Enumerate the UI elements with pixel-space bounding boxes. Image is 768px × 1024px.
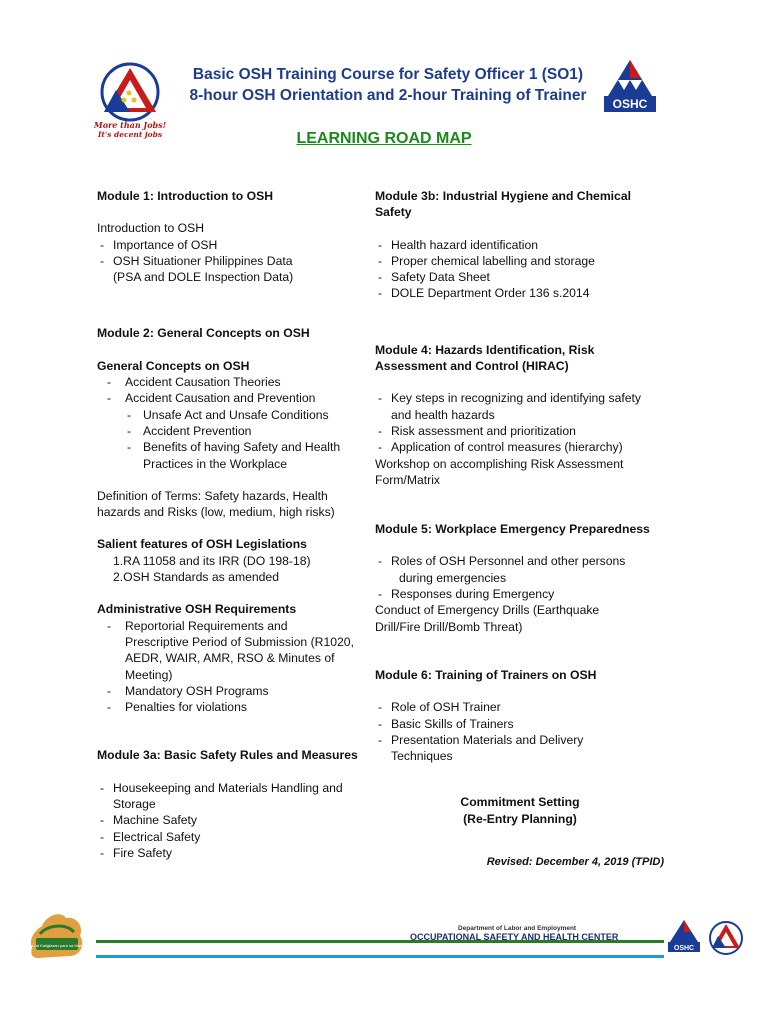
sub-list-item: - Benefits of having Safety and Health: [97, 439, 367, 455]
footer-oshc-text: OSHC: [673, 945, 695, 952]
list-item: - Application of control measures (hierarchy): [375, 439, 675, 455]
numbered-item: 2.OSH Standards as amended: [113, 570, 279, 585]
admin-heading: Administrative OSH Requirements: [97, 602, 297, 617]
sub-list-item: - Unsafe Act and Unsafe Conditions: [97, 407, 367, 423]
module5-heading: Module 5: Workplace Emergency Preparedness: [375, 522, 650, 537]
module3b-heading-line2: Safety: [375, 205, 412, 220]
list-item: - Responses during Emergency: [375, 586, 675, 602]
page-title: LEARNING ROAD MAP: [296, 130, 472, 147]
definition-line2: hazards and Risks (low, medium, high risks): [97, 505, 335, 520]
commitment-setting: [420, 794, 620, 828]
right-column: [375, 188, 675, 764]
module4-heading-line1: Module 4: Hazards Identification, Risk: [375, 342, 595, 357]
drills-line2: Drill/Fire Drill/Bomb Threat): [375, 619, 523, 634]
module2-heading: Module 2: General Concepts on OSH: [97, 326, 310, 341]
oshc-logo: [596, 56, 664, 118]
list-item: - Accident Causation Theories: [102, 374, 367, 390]
list-item: - Machine Safety: [97, 812, 367, 828]
footer-logos-right: [666, 916, 748, 964]
list-item-continuation: during emergencies: [399, 570, 507, 585]
commitment-line2: (Re-Entry Planning): [463, 812, 577, 826]
list-item: - Importance of OSH: [97, 237, 367, 253]
footer-center-name: OCCUPATIONAL SAFETY AND HEALTH CENTER: [410, 932, 619, 942]
logo-tagline-2: It's decent jobs: [97, 130, 163, 139]
salient-heading: Salient features of OSH Legislations: [97, 537, 307, 552]
list-item: - Roles of OSH Personnel and other persons: [375, 553, 675, 569]
drills-line1: Conduct of Emergency Drills (Earthquake: [375, 603, 600, 618]
module6-heading: Module 6: Training of Trainers on OSH: [375, 667, 597, 682]
list-item: - Housekeeping and Materials Handling and: [97, 780, 367, 796]
module4-heading-line2: Assessment and Control (HIRAC): [375, 359, 569, 374]
list-item: - Safety Data Sheet: [375, 269, 675, 285]
course-title: [168, 64, 608, 106]
workshop-line1: Workshop on accomplishing Risk Assessment: [375, 456, 624, 471]
footer-dept: Department of Labor and Employment: [458, 925, 577, 932]
list-item-continuation: AEDR, WAIR, AMR, RSO & Minutes of: [125, 651, 335, 666]
definition-line1: Definition of Terms: Safety hazards, Health: [97, 488, 328, 503]
bureau-logo: [15, 908, 99, 962]
revised-date: Revised: December 4, 2019 (TPID): [486, 856, 664, 868]
list-item: - OSH Situationer Philippines Data: [97, 253, 367, 269]
oshc-logo-text: OSHC: [612, 97, 648, 111]
list-item-continuation: Storage: [113, 797, 156, 812]
module3a-heading: Module 3a: Basic Safety Rules and Measures: [97, 748, 358, 763]
logo-tagline-1: More than Jobs!: [93, 120, 167, 130]
list-item: - Fire Safety: [97, 845, 367, 861]
list-item: - Accident Causation and Prevention: [102, 390, 367, 406]
footer-band: [96, 940, 664, 958]
sub-list-item: - Accident Prevention: [97, 423, 367, 439]
list-item: - Risk assessment and prioritization: [375, 423, 675, 439]
list-item: - Role of OSH Trainer: [375, 699, 675, 715]
list-item: - Proper chemical labelling and storage: [375, 253, 675, 269]
list-item-continuation: Prescriptive Period of Submission (R1020,: [125, 634, 354, 649]
module2-subheading: General Concepts on OSH: [97, 358, 250, 373]
module1-subheading: Introduction to OSH: [97, 221, 205, 236]
module1-heading: Module 1: Introduction to OSH: [97, 189, 274, 203]
list-item: - Mandatory OSH Programs: [102, 683, 367, 699]
list-item: - Basic Skills of Trainers: [375, 716, 675, 732]
course-title-line2: 8-hour OSH Orientation and 2-hour Training of Trainer: [189, 87, 587, 104]
module3b-heading-line1: Module 3b: Industrial Hygiene and Chemical: [375, 189, 631, 203]
bureau-logo-text: Kalusugan at Kaligtasan para sa Manggagawa: [15, 943, 99, 948]
list-item-continuation: Techniques: [391, 749, 453, 764]
numbered-item: 1.RA 11058 and its IRR (DO 198-18): [113, 553, 311, 568]
workshop-line2: Form/Matrix: [375, 472, 440, 487]
list-item: - Health hazard identification: [375, 237, 675, 253]
list-item: - Reportorial Requirements and: [102, 618, 367, 634]
list-item-continuation: Meeting): [125, 667, 173, 682]
course-title-line1: Basic OSH Training Course for Safety Officer 1 (SO1): [192, 66, 584, 83]
sub-list-item-continuation: Practices in the Workplace: [143, 456, 288, 471]
list-item: - Penalties for violations: [102, 699, 367, 715]
dole-logo: [94, 62, 166, 140]
list-item: - Presentation Materials and Delivery: [375, 732, 675, 748]
list-item: - Electrical Safety: [97, 829, 367, 845]
list-item-continuation: (PSA and DOLE Inspection Data): [113, 270, 294, 285]
left-column: [97, 188, 367, 861]
list-item: - Key steps in recognizing and identifying safety: [375, 390, 675, 406]
commitment-line1: Commitment Setting: [460, 795, 580, 809]
list-item-continuation: and health hazards: [391, 407, 495, 422]
list-item: - DOLE Department Order 136 s.2014: [375, 285, 675, 301]
